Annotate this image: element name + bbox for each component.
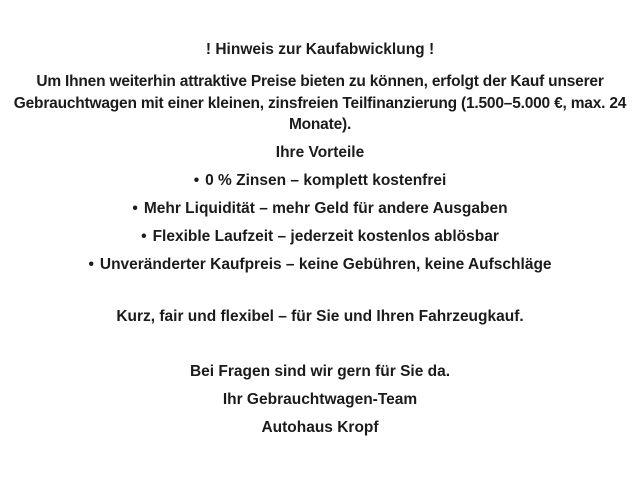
benefit-item — [6, 251, 634, 279]
benefit-text: Unveränderter Kaufpreis – keine Gebühren, keine Aufschläge — [99, 255, 552, 273]
notice-title: ! Hinweis zur Kaufabwicklung ! — [205, 41, 435, 58]
benefit-item — [6, 195, 634, 223]
bullet-icon: • — [88, 255, 94, 273]
benefit-text: Flexible Laufzeit – jederzeit kostenlos ablösbar — [152, 227, 499, 245]
summary-line: Kurz, fair und flexibel – für Sie und Ihren Fahrzeugkauf. — [116, 307, 524, 325]
benefit-item — [6, 167, 634, 195]
closing-line: Bei Fragen sind wir gern für Sie da. — [189, 362, 451, 380]
bullet-icon: • — [193, 171, 200, 189]
benefit-text: 0 % Zinsen – komplett kostenfrei — [205, 171, 447, 189]
notice-intro-paragraph: Um Ihnen weiterhin attraktive Preise bieten zu können, erfolgt der Kauf unserer Gebrauchtwagen mit einer kleinen, zinsfreien Teilfinanzierung (1.500–5.000 €, max. 24 Monate). — [13, 73, 627, 133]
bullet-icon: • — [141, 227, 147, 245]
benefit-text: Mehr Liquidität – mehr Geld für andere Ausgaben — [143, 199, 508, 217]
company-name: Autohaus Kropf — [261, 418, 379, 436]
benefits-heading: Ihre Vorteile — [275, 143, 365, 161]
team-signature: Ihr Gebrauchtwagen-Team — [222, 390, 418, 408]
benefit-item — [6, 223, 634, 251]
bullet-icon: • — [132, 199, 138, 217]
